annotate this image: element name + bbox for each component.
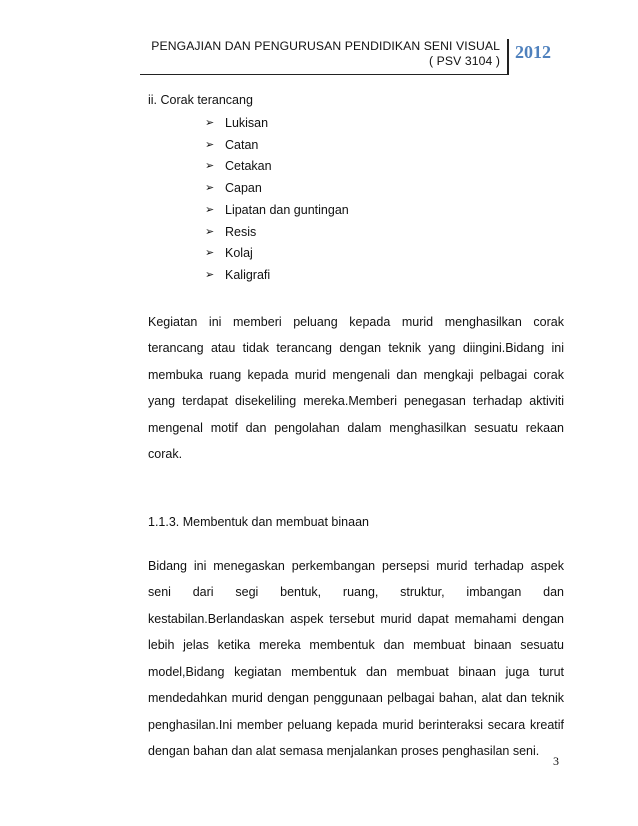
page-number: 3 <box>553 754 559 768</box>
arrow-bullet-icon: ➢ <box>205 247 215 260</box>
list-item-label: Kaligrafi <box>225 267 271 282</box>
list-item <box>205 113 564 135</box>
header-title <box>151 39 500 69</box>
bullet-list <box>205 113 564 287</box>
list-item <box>205 156 564 178</box>
arrow-bullet-icon: ➢ <box>205 225 215 238</box>
list-item-label: Lukisan <box>225 116 269 130</box>
paragraph-line: seni dari segi bentuk, ruang, struktur, imbangan dan <box>148 585 564 600</box>
body-paragraph-2 <box>148 553 564 765</box>
body-paragraph-1: Kegiatan ini memberi peluang kepada murid menghasilkan corak terancang atau tidak terancang dengan teknik yang diingini.Bidang ini membuka ruang kepada murid mengenali dan mengkaji pelbagai corak yang terdapat disekeliling mereka.Memberi penegasan terhadap aktiviti mengenal motif dan pengolahan dalam menghasilkan sesuatu rekaan corak. <box>148 314 564 462</box>
arrow-bullet-icon: ➢ <box>205 117 215 129</box>
arrow-bullet-icon: ➢ <box>205 203 215 216</box>
page-content <box>148 89 564 765</box>
list-item <box>205 243 564 265</box>
list-item-label: Catan <box>225 137 259 152</box>
subsection-heading: ii. Corak terancang <box>148 93 253 107</box>
list-item-label: Resis <box>225 224 257 239</box>
list-item-label: Lipatan dan guntingan <box>225 202 349 217</box>
section-title: 1.1.3. Membentuk dan membuat binaan <box>148 514 369 529</box>
list-item <box>205 222 564 244</box>
paragraph-rest: kestabilan.Berlandaskan aspek tersebut murid dapat memahami dengan lebih jelas ketika mereka membentuk dan membuat binaan sesuatu model,Bidang kegiatan membentuk dan membuat binaan juga turut mendedahkan murid dengan penggunaan pelbagai bahan, alat dan teknik penghasilan.Ini member peluang kepada murid berinteraksi secara kreatif dengan bahan dan alat semasa menjalankan proses penghasilan seni. <box>148 611 564 759</box>
header-title-line2: ( PSV 3104 ) <box>429 54 500 68</box>
list-item <box>205 265 564 287</box>
arrow-bullet-icon: ➢ <box>205 268 215 281</box>
list-item-label: Cetakan <box>225 159 272 174</box>
list-item <box>205 200 564 222</box>
arrow-bullet-icon: ➢ <box>205 160 215 173</box>
header-divider <box>507 39 509 75</box>
arrow-bullet-icon: ➢ <box>205 182 215 195</box>
list-item <box>205 178 564 200</box>
page-header <box>140 39 564 75</box>
paragraph-line: Bidang ini menegaskan perkembangan persepsi murid terhadap aspek <box>148 558 564 573</box>
header-underline <box>140 74 507 75</box>
list-item-label: Kolaj <box>225 246 253 261</box>
list-item <box>205 135 564 157</box>
arrow-bullet-icon: ➢ <box>205 138 215 151</box>
list-item-label: Capan <box>225 181 262 196</box>
header-title-line1: PENGAJIAN DAN PENGURUSAN PENDIDIKAN SENI VISUAL <box>151 39 500 53</box>
header-year: 2012 <box>515 42 551 62</box>
